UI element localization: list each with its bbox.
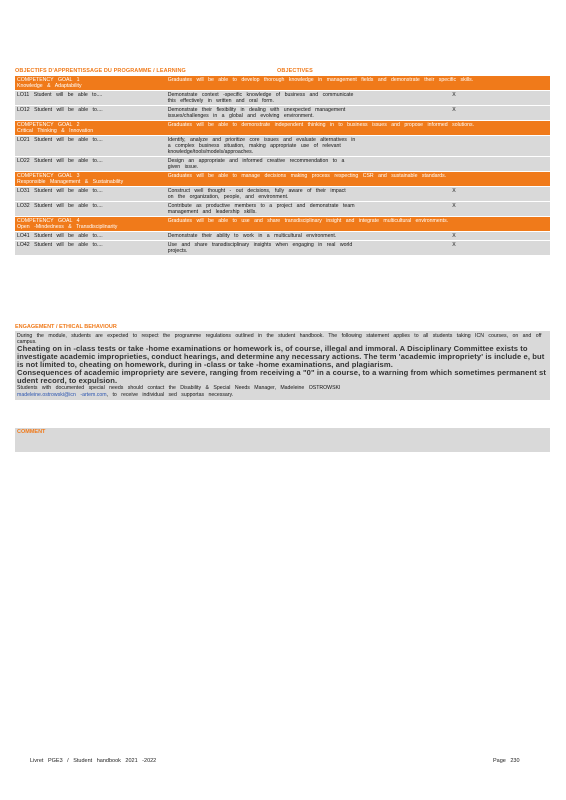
footer-left: Livret PGE3 / Student handbook 2021 -2022 bbox=[30, 758, 157, 764]
learning-outcome-text: Construct well thought - out decisions, fully aware of their impact on the organization, people, and environment. bbox=[166, 187, 358, 202]
competency-subtitle: Responsible Management & Sustainability bbox=[17, 179, 124, 185]
learning-outcome-text: Design an appropriate and informed creative recommendation to a given issue. bbox=[166, 157, 358, 172]
learning-outcome-row bbox=[15, 136, 550, 157]
competency-label: COMPETENCY GOAL 3 bbox=[17, 173, 80, 179]
competency-goal: Graduates will be able to demonstrate independent thinking in to business issues and propose informed solutions. bbox=[166, 121, 550, 136]
learning-outcome-id: LO21 Student will be able to.... bbox=[15, 136, 166, 157]
learning-outcome-text: Contribute as productive members to a project and demonstrate team management and leadership skills. bbox=[166, 202, 358, 217]
header-left: OBJECTIFS D'APPRENTISSAGE DU PROGRAMME / LEARNING bbox=[15, 68, 186, 74]
learning-outcome-id: LO41 Student will be able to.... bbox=[15, 232, 166, 241]
competency-row bbox=[15, 76, 550, 91]
learning-outcome-mark: X bbox=[358, 91, 550, 106]
learning-outcome-mark bbox=[358, 157, 550, 172]
learning-outcome-mark: X bbox=[358, 187, 550, 202]
special-needs-text: Students with documented special needs should contact the Disability & Special Needs Manager, Madeleine OSTROWSKI bbox=[17, 385, 341, 392]
learning-outcome-id: LO12 Student will be able to.... bbox=[15, 106, 166, 121]
special-needs-tail: , to receive individual sed supportas necessary. bbox=[106, 391, 234, 398]
learning-outcome-id: LO42 Student will be able to.... bbox=[15, 241, 166, 256]
learning-outcome-row bbox=[15, 241, 550, 256]
learning-outcome-text: Demonstrate their ability to work in a multicultural environment. bbox=[166, 232, 358, 241]
learning-outcome-text: Use and share transdisciplinary insights when engaging in real world projects. bbox=[166, 241, 358, 256]
competency-label: COMPETENCY GOAL 2 bbox=[17, 122, 80, 128]
learning-outcome-text: Demonstrate context -specific knowledge of business and communicate this effectively in written and oral form. bbox=[166, 91, 358, 106]
footer-page: Page 230 bbox=[493, 758, 520, 764]
competency-label-cell bbox=[15, 217, 166, 232]
competency-label: COMPETENCY GOAL 4 bbox=[17, 218, 80, 224]
learning-outcome-row bbox=[15, 232, 550, 241]
learning-outcome-id: LO32 Student will be able to.... bbox=[15, 202, 166, 217]
competency-label: COMPETENCY GOAL 1 bbox=[17, 77, 80, 83]
engagement-body bbox=[15, 331, 550, 400]
learning-outcome-mark: X bbox=[358, 232, 550, 241]
learning-outcome-text: Demonstrate their flexibility in dealing with unexpected management issues/challenges in a global and evolving environment. bbox=[166, 106, 358, 121]
engagement-p3: Consequences of academic impropriety are severe, ranging from receiving a "0" in a course, to a warning from which sometimes permanent st udent record, to expulsion. bbox=[17, 368, 546, 386]
learning-outcome-id: LO31 Student will be able to.... bbox=[15, 187, 166, 202]
competency-row bbox=[15, 172, 550, 187]
engagement-p2: Cheating on in -class tests or take -home examinations or homework is, of course, illegal and immoral. A Disciplinary Committee exists to investigate academic improprieties, conduct hearings, and determine any necessary actions. The term 'academic impropriety' is include e, but is not limited to, cheating on homework, during in -class or take -home examinations, and plagiarism. bbox=[17, 344, 545, 370]
competency-goal: Graduates will be able to manage decisions making process respecting CSR and sustainable standards. bbox=[166, 172, 550, 187]
competency-label-cell bbox=[15, 121, 166, 136]
learning-outcome-mark bbox=[358, 136, 550, 157]
header-right: OBJECTIVES bbox=[277, 68, 313, 74]
competency-table bbox=[15, 76, 550, 256]
competency-row bbox=[15, 121, 550, 136]
competency-row bbox=[15, 217, 550, 232]
comment-section bbox=[15, 428, 550, 452]
competency-label-cell bbox=[15, 172, 166, 187]
learning-outcome-row bbox=[15, 157, 550, 172]
learning-outcome-id: LO22 Student will be able to.... bbox=[15, 157, 166, 172]
comment-title: COMMENT bbox=[17, 429, 46, 435]
competency-subtitle: Critical Thinking & Innovation bbox=[17, 128, 94, 134]
learning-outcome-mark: X bbox=[358, 106, 550, 121]
competency-subtitle: Knowledge & Adaptability bbox=[17, 83, 82, 89]
competency-goal: Graduates will be able to use and share transdisciplinary insight and integrate multicultural environments. bbox=[166, 217, 550, 232]
learning-outcome-id: LO11 Student will be able to.... bbox=[15, 91, 166, 106]
learning-outcome-mark: X bbox=[358, 241, 550, 256]
learning-outcome-row bbox=[15, 187, 550, 202]
competency-goal: Graduates will be able to develop thorough knowledge in management fields and demonstrate their specific skills. bbox=[166, 76, 550, 91]
learning-outcome-row bbox=[15, 91, 550, 106]
learning-outcome-row bbox=[15, 202, 550, 217]
competency-label-cell bbox=[15, 76, 166, 91]
contact-email-link[interactable]: madeleine.ostrowski@icn -artem.com bbox=[17, 391, 107, 398]
learning-outcome-row bbox=[15, 106, 550, 121]
competency-subtitle: Open -Mindedness & Transdisciplinarity bbox=[17, 224, 118, 230]
objectives-header bbox=[15, 66, 550, 76]
engagement-title: ENGAGEMENT / ETHICAL BEHAVIOUR bbox=[15, 324, 117, 330]
learning-outcome-text: Identify, analyze and prioritize core issues and evaluate alternatives in a complex business situation, making appropriate use of relevant knowledge/tools/models/approaches. bbox=[166, 136, 358, 157]
engagement-p4 bbox=[17, 385, 548, 397]
learning-outcome-mark: X bbox=[358, 202, 550, 217]
engagement-p1: During the module, students are expected to respect the programme regulations outlined in the student handbook. The following statement applies to all students taking ICN courses, on and off campus. bbox=[17, 333, 542, 346]
